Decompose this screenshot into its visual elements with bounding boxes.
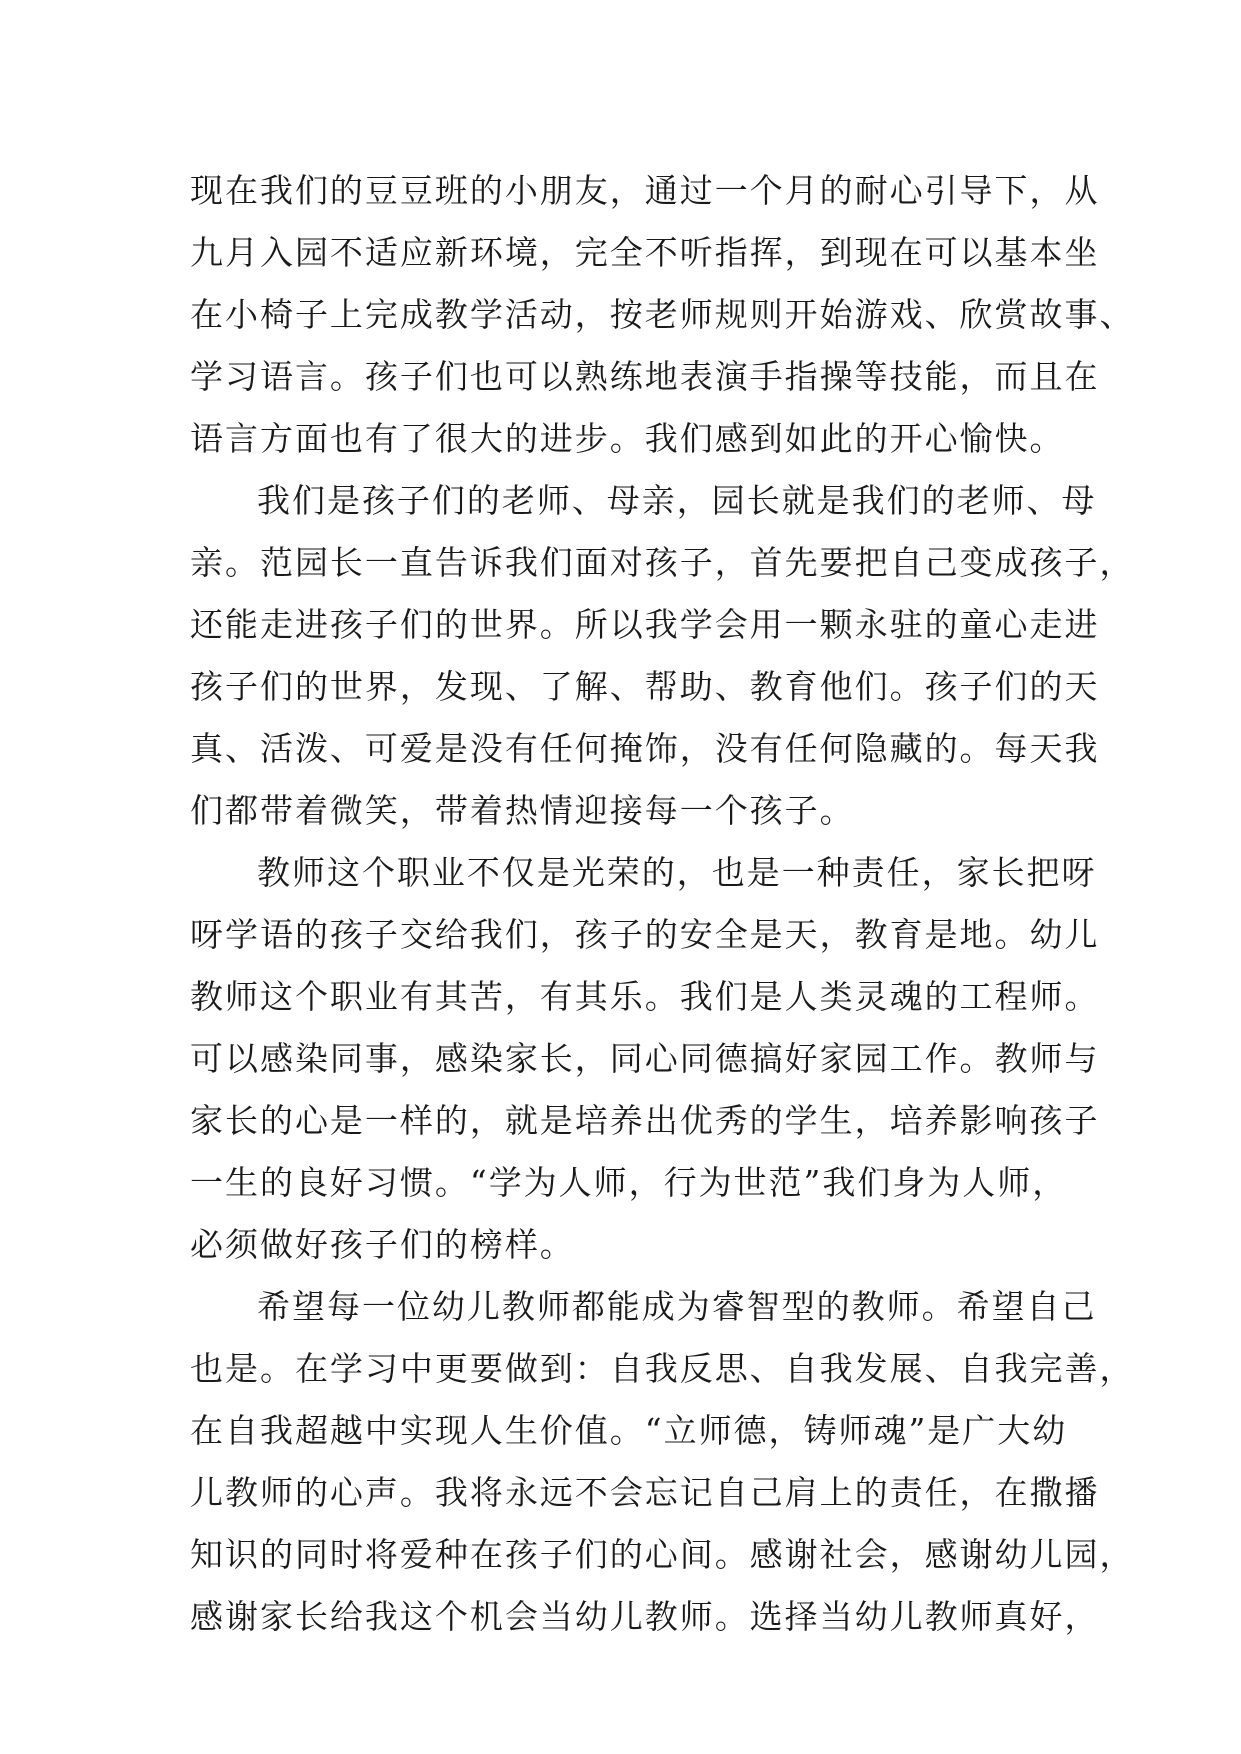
paragraph-first-line: 希望每一位幼儿教师都能成为睿智型的教师。希望自己 — [257, 1287, 1097, 1326]
document-body — [190, 160, 1135, 1648]
text-line: 孩子们的世界，发现、了解、帮助、教育他们。孩子们的天 — [190, 667, 1100, 706]
text-line: 还能走进孩子们的世界。所以我学会用一颗永驻的童心走进 — [190, 605, 1100, 644]
text-line: 一生的良好习惯。“学为人师，行为世范”我们身为人师， — [190, 1163, 1068, 1202]
text-line: 儿教师的心声。我将永远不会忘记自己肩上的责任，在撒播 — [190, 1473, 1100, 1512]
text-line: 可以感染同事，感染家长，同心同德搞好家园工作。教师与 — [190, 1039, 1100, 1078]
text-line: 亲。范园长一直告诉我们面对孩子，首先要把自己变成孩子， — [190, 543, 1135, 582]
text-line: 真、活泼、可爱是没有任何掩饰，没有任何隐藏的。每天我 — [190, 729, 1100, 768]
text-line: 知识的同时将爱种在孩子们的心间。感谢社会，感谢幼儿园， — [190, 1535, 1135, 1574]
text-line: 教师这个职业有其苦，有其乐。我们是人类灵魂的工程师。 — [190, 977, 1100, 1016]
text-line: 家长的心是一样的，就是培养出优秀的学生，培养影响孩子 — [190, 1101, 1100, 1140]
text-line: 感谢家长给我这个机会当幼儿教师。选择当幼儿教师真好， — [190, 1597, 1100, 1636]
text-line: 们都带着微笑，带着热情迎接每一个孩子。 — [190, 791, 855, 830]
text-line: 在小椅子上完成教学活动，按老师规则开始游戏、欣赏故事、 — [190, 295, 1135, 334]
text-line: 也是。在学习中更要做到：自我反思、自我发展、自我完善， — [190, 1349, 1135, 1388]
text-line: 语言方面也有了很大的进步。我们感到如此的开心愉快。 — [190, 419, 1065, 458]
text-line: 九月入园不适应新环境，完全不听指挥，到现在可以基本坐 — [190, 233, 1100, 272]
text-line: 学习语言。孩子们也可以熟练地表演手指操等技能，而且在 — [190, 357, 1100, 396]
text-line: 呀学语的孩子交给我们，孩子的安全是天，教育是地。幼儿 — [190, 915, 1100, 954]
text-line: 现在我们的豆豆班的小朋友，通过一个月的耐心引导下，从 — [190, 171, 1100, 210]
paragraph-first-line: 教师这个职业不仅是光荣的，也是一种责任，家长把呀 — [257, 853, 1097, 892]
text-line: 必须做好孩子们的榜样。 — [190, 1225, 575, 1264]
paragraph-first-line: 我们是孩子们的老师、母亲，园长就是我们的老师、母 — [257, 481, 1097, 520]
text-line: 在自我超越中实现人生价值。“立师德，铸师魂”是广大幼 — [190, 1411, 1068, 1450]
